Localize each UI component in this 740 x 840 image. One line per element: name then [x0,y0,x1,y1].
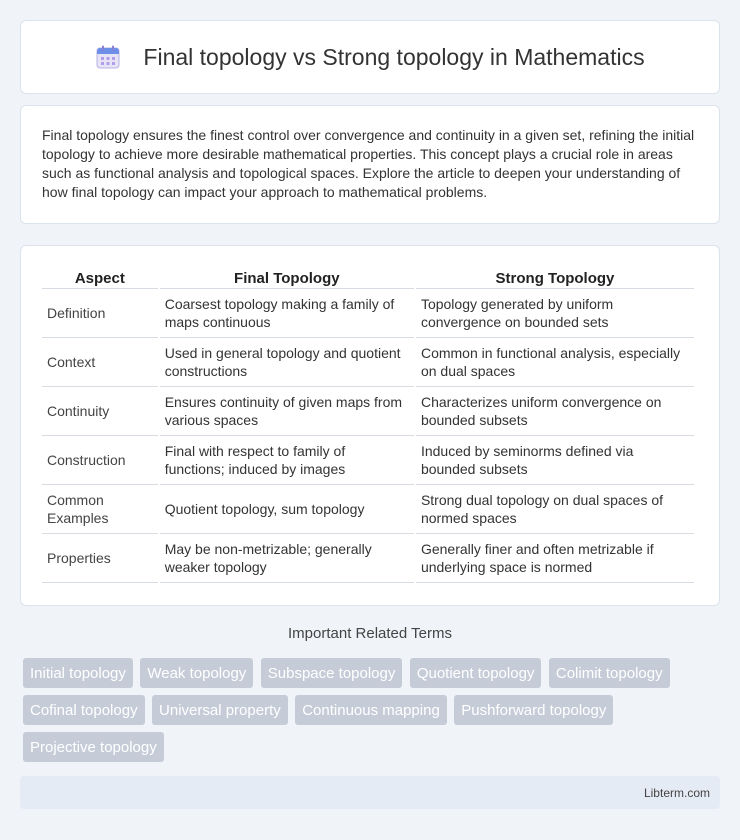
table-row [42,436,694,485]
related-term-tag[interactable]: Universal property [152,695,288,725]
related-term-tag[interactable]: Quotient topology [410,658,542,688]
footer [20,776,720,809]
aspect-cell: Context [42,338,158,387]
final-cell: Ensures continuity of given maps from various spaces [160,387,414,436]
table-row [42,387,694,436]
related-terms-list [23,658,723,769]
aspect-cell: Definition [42,289,158,338]
table-row [42,485,694,534]
header-strong-topology: Strong Topology [416,266,694,289]
strong-cell: Common in functional analysis, especially on dual spaces [416,338,694,387]
related-term-tag[interactable]: Colimit topology [549,658,670,688]
intro-card [20,105,720,224]
comparison-card [20,245,720,606]
strong-cell: Induced by seminorms defined via bounded subsets [416,436,694,485]
related-terms-title: Important Related Terms [288,625,452,642]
final-cell: Quotient topology, sum topology [160,485,414,534]
related-term-tag[interactable]: Continuous mapping [295,695,447,725]
related-term-tag[interactable]: Subspace topology [261,658,403,688]
intro-text: Final topology ensures the finest control over convergence and continuity in a given set, refining the initial topology to achieve more desirable mathematical properties. This concept plays a crucial role in areas such as functional analysis and topological spaces. Explore the article to deepen your understanding of how final topology can impact your approach to mathematical problems. [42,127,695,200]
table-row [42,534,694,583]
calendar-icon [95,44,121,70]
table-header-row [42,266,694,289]
final-cell: Coarsest topology making a family of maps continuous [160,289,414,338]
header-final-topology: Final Topology [160,266,414,289]
related-term-tag[interactable]: Cofinal topology [23,695,145,725]
strong-cell: Generally finer and often metrizable if underlying space is normed [416,534,694,583]
title-card [20,20,720,94]
header-aspect: Aspect [42,266,158,289]
final-cell: Used in general topology and quotient constructions [160,338,414,387]
related-term-tag[interactable]: Weak topology [140,658,253,688]
aspect-cell: Continuity [42,387,158,436]
related-term-tag[interactable]: Projective topology [23,732,164,762]
footer-site-link[interactable]: Libterm.com [643,786,710,800]
related-term-tag[interactable]: Pushforward topology [454,695,613,725]
page-title: Final topology vs Strong topology in Mathematics [143,43,645,70]
strong-cell: Characterizes uniform convergence on bounded subsets [416,387,694,436]
aspect-cell: Properties [42,534,158,583]
table-row [42,289,694,338]
aspect-cell: Common Examples [42,485,158,534]
strong-cell: Topology generated by uniform convergence on bounded sets [416,289,694,338]
final-cell: Final with respect to family of functions; induced by images [160,436,414,485]
final-cell: May be non-metrizable; generally weaker topology [160,534,414,583]
aspect-cell: Construction [42,436,158,485]
comparison-table [40,266,696,583]
strong-cell: Strong dual topology on dual spaces of normed spaces [416,485,694,534]
related-term-tag[interactable]: Initial topology [23,658,133,688]
table-row [42,338,694,387]
